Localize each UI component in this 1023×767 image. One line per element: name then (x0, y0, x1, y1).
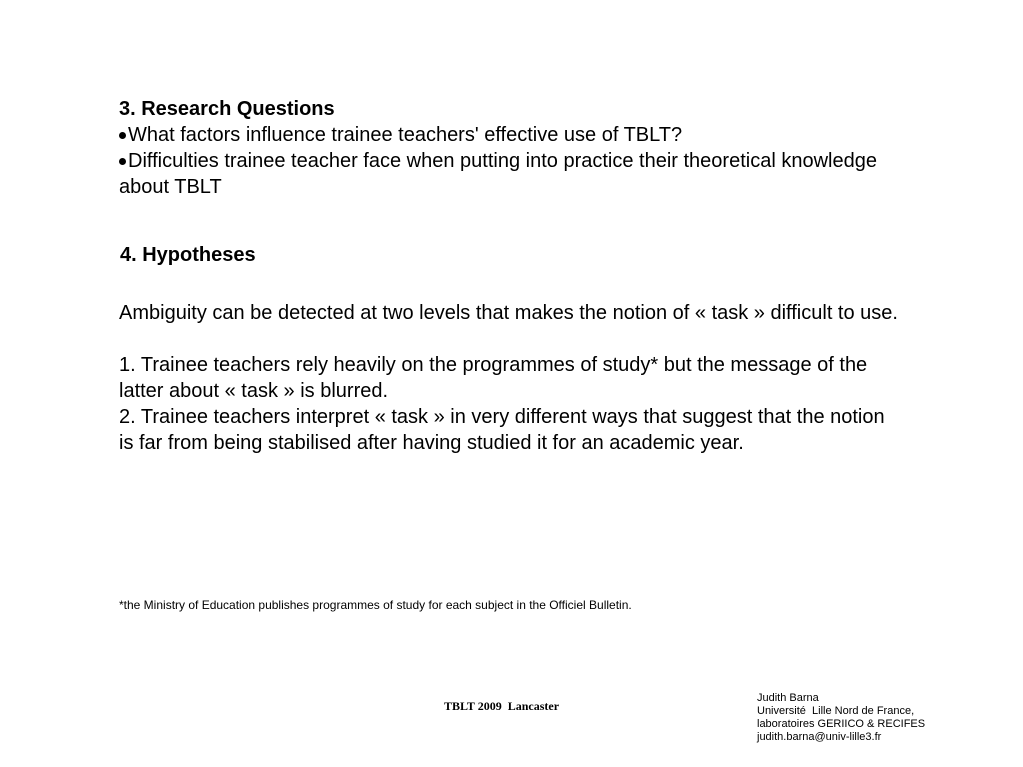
bullet-dot-icon (119, 132, 126, 139)
research-questions-heading: 3. Research Questions (119, 98, 335, 120)
hypothesis-point: 1. Trainee teachers rely heavily on the programmes of study* but the message of the latter about « task » is blurred. (119, 354, 868, 402)
hypotheses-intro: Ambiguity can be detected at two levels that makes the notion of « task » difficult to use. (119, 302, 898, 324)
hypotheses-heading-wrap (120, 242, 900, 268)
author-email: judith.barna@univ-lille3.fr (757, 731, 882, 743)
bullet-dot-icon (119, 158, 126, 165)
research-questions-section (119, 96, 899, 200)
hypothesis-point: 2. Trainee teachers interpret « task » in very different ways that suggest that the notion is far from being stabilised after having studied it for an academic year. (119, 406, 885, 454)
conference-label: TBLT 2009 Lancaster (444, 699, 560, 713)
author-info (757, 692, 925, 744)
author-affiliation: Université Lille Nord de France, (757, 705, 915, 717)
author-labs: laboratoires GERIICO & RECIFES (757, 718, 926, 730)
research-question-item (119, 148, 899, 200)
footnote: *the Ministry of Education publishes programmes of study for each subject in the Officiel Bulletin. (119, 598, 632, 612)
spacer (119, 326, 899, 352)
research-question-text: What factors influence trainee teachers' effective use of TBLT? (128, 124, 683, 146)
research-question-item (119, 122, 899, 148)
hypotheses-heading: 4. Hypotheses (120, 244, 256, 266)
author-name: Judith Barna (757, 692, 819, 704)
research-question-text: Difficulties trainee teacher face when putting into practice their theoretical knowledge about TBLT (119, 150, 877, 198)
hypotheses-body (119, 300, 899, 456)
